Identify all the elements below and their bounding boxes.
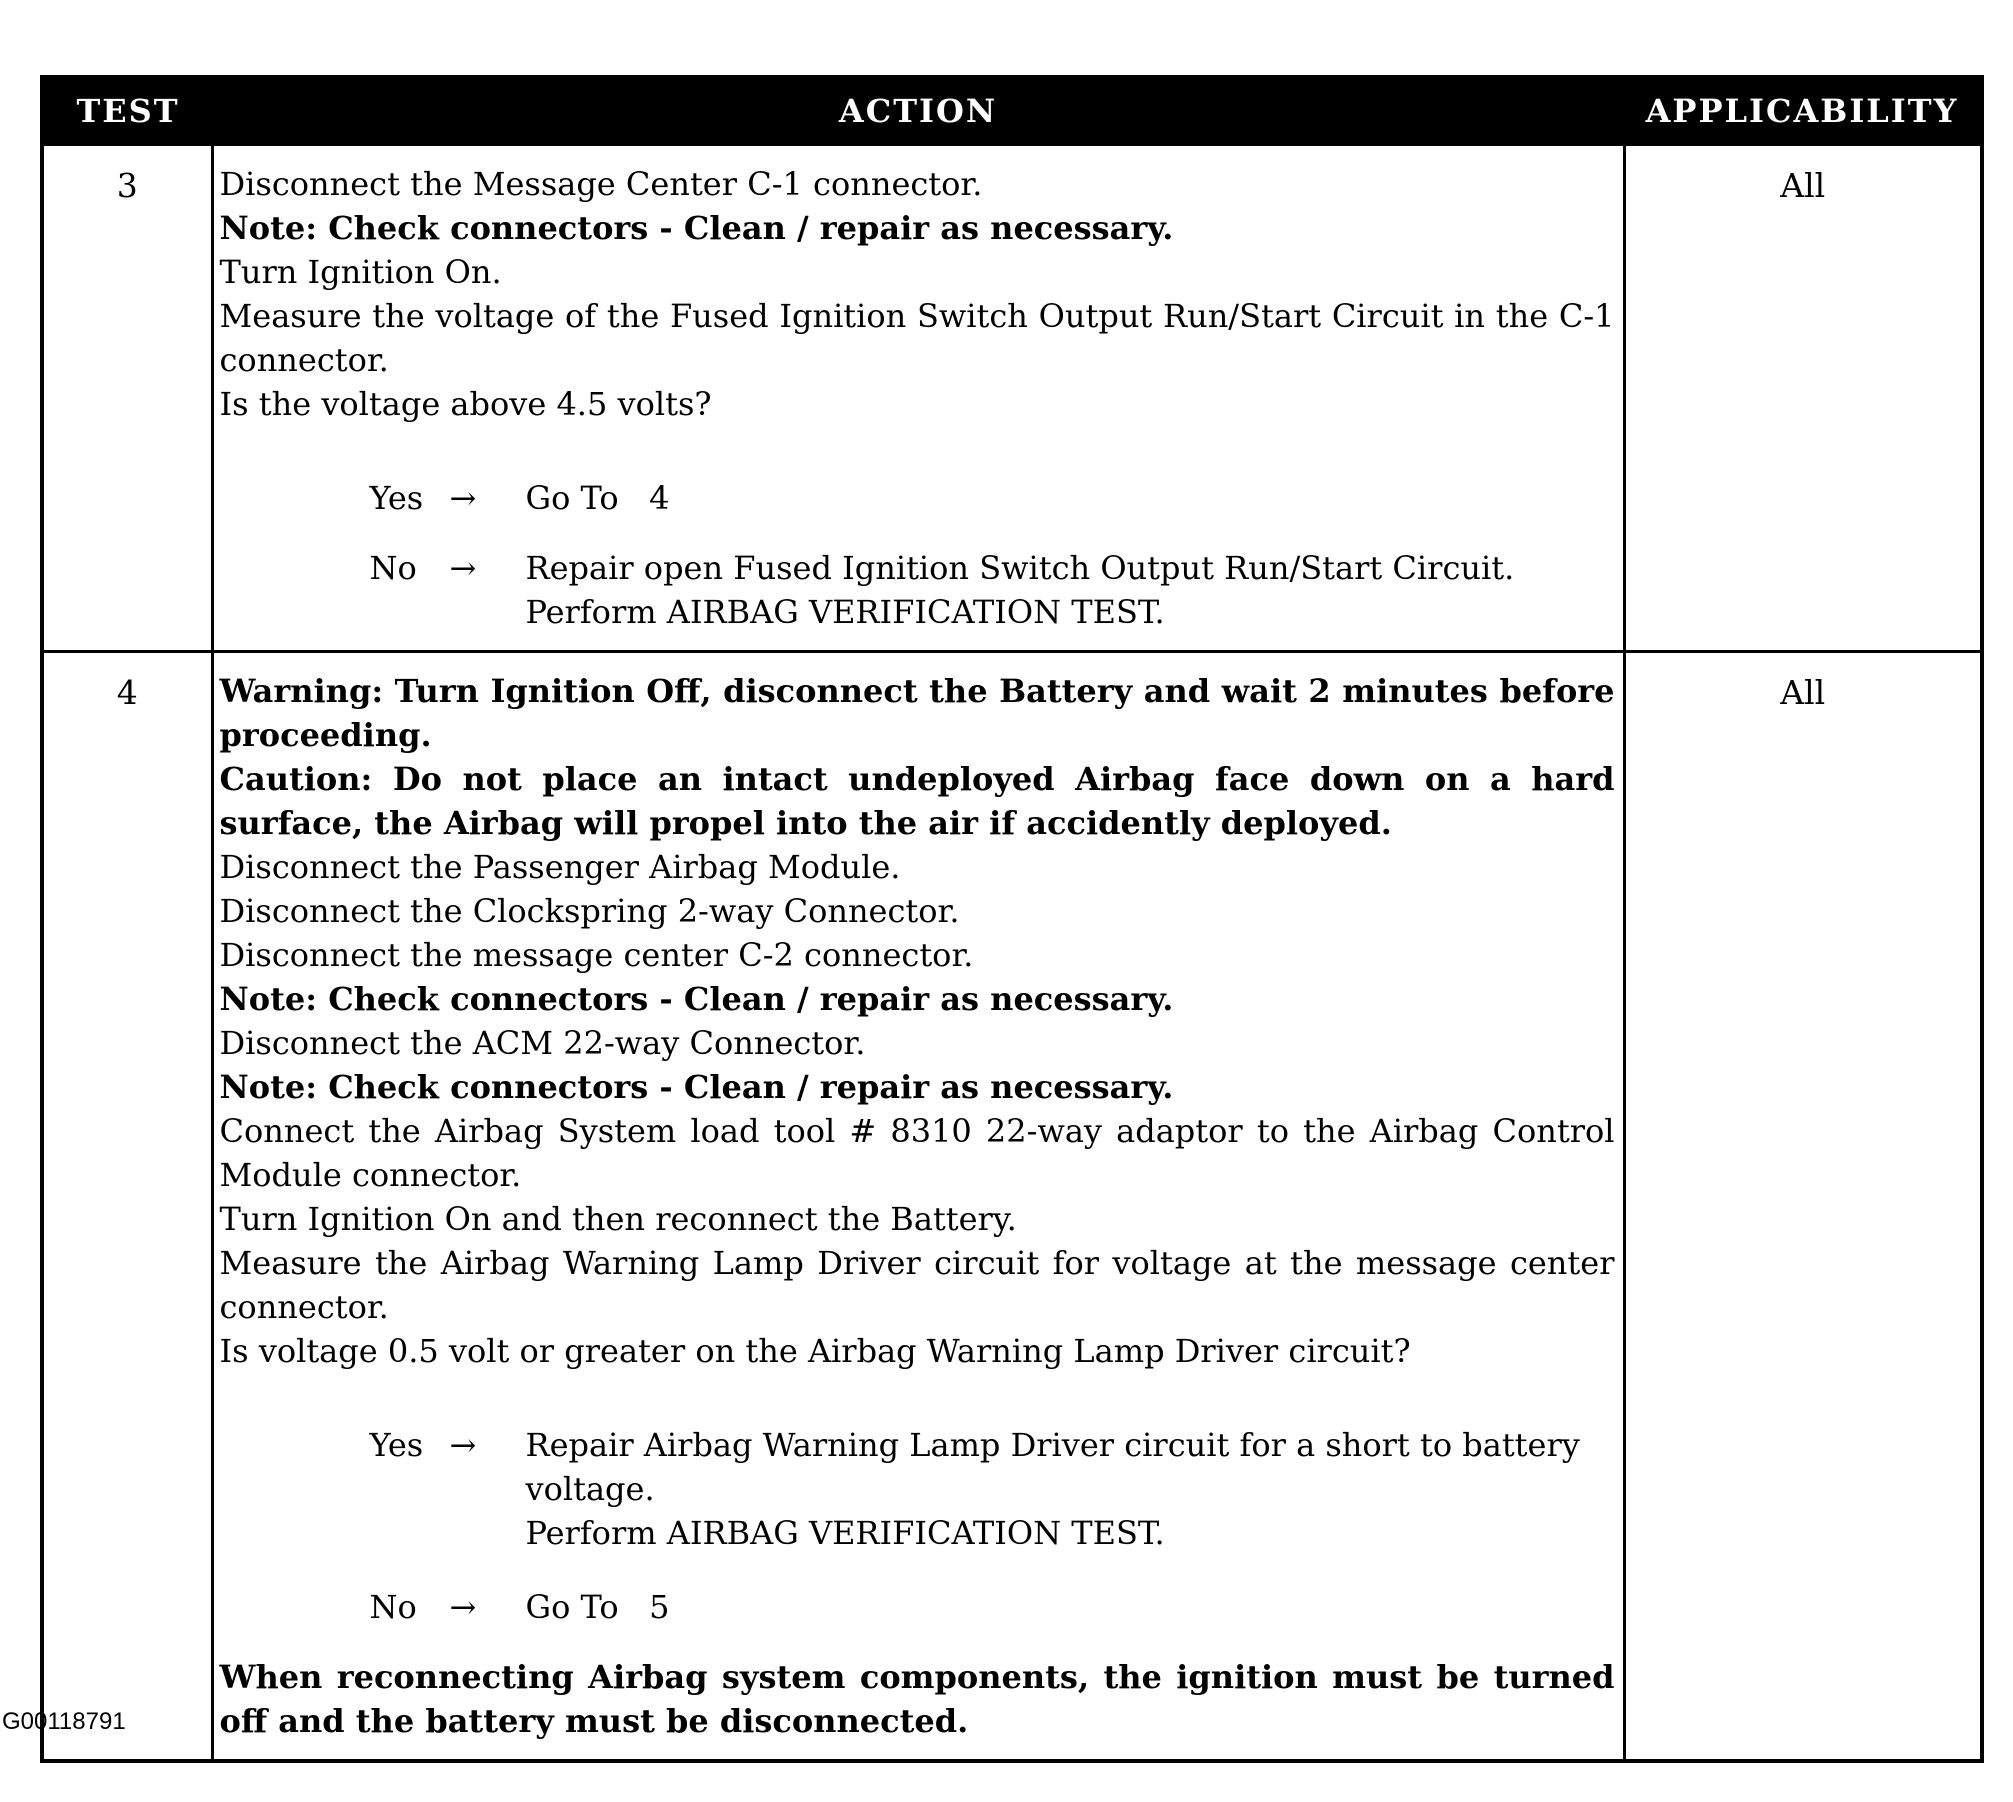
arrow-icon: →: [449, 1588, 477, 1626]
action-line: Measure the Airbag Warning Lamp Driver circuit for voltage at the message center connector.: [219, 1244, 1615, 1326]
figure-id: G00118791: [2, 1708, 126, 1735]
no-action: Repair open Fused Ignition Switch Output Run/Start Circuit.: [525, 549, 1515, 587]
action-cell: [212, 652, 1624, 1762]
arrow-icon: →: [449, 549, 477, 587]
arrow-icon: →: [449, 479, 477, 517]
action-line: Disconnect the ACM 22-way Connector.: [219, 1024, 866, 1062]
no-action-followup: Perform AIRBAG VERIFICATION TEST.: [525, 593, 1165, 631]
action-line: Disconnect the message center C-2 connector.: [219, 936, 974, 974]
yes-action: Repair Airbag Warning Lamp Driver circuit for a short to battery voltage.: [525, 1426, 1580, 1508]
warning-line: Warning: Turn Ignition Off, disconnect the Battery and wait 2 minutes before proceeding.: [219, 672, 1615, 754]
header-row: [42, 77, 1982, 145]
no-branch: [370, 1585, 1615, 1629]
no-label: No: [369, 549, 417, 587]
yes-action-followup: Perform AIRBAG VERIFICATION TEST.: [525, 1514, 1165, 1552]
note-line: Note: Check connectors - Clean / repair as necessary.: [219, 1068, 1174, 1106]
no-branch: [370, 546, 1615, 634]
header-test: TEST: [42, 77, 212, 145]
yes-branch: [370, 1423, 1615, 1555]
action-line: Disconnect the Clockspring 2-way Connector.: [219, 892, 960, 930]
diagnostic-test-table: [40, 75, 1984, 1763]
table-row-test-4: [42, 652, 1982, 1762]
action-line: Connect the Airbag System load tool # 8310 22-way adaptor to the Airbag Control Module connector.: [219, 1112, 1615, 1194]
applicability-cell: All: [1624, 652, 1982, 1762]
final-note: When reconnecting Airbag system components, the ignition must be turned off and the battery must be disconnected.: [219, 1658, 1615, 1740]
question-line: Is voltage 0.5 volt or greater on the Airbag Warning Lamp Driver circuit?: [219, 1332, 1411, 1370]
table-row-test-3: [42, 145, 1982, 652]
yes-branch: [370, 476, 1615, 520]
arrow-icon: →: [449, 1426, 477, 1464]
yes-action: Go To 4: [525, 479, 670, 517]
no-action: Go To 5: [525, 1588, 670, 1626]
no-label: No: [369, 1588, 417, 1626]
action-cell: [212, 145, 1624, 652]
caution-line: Caution: Do not place an intact undeployed Airbag face down on a hard surface, the Airbag will propel into the air if accidently deployed.: [219, 760, 1615, 842]
note-line: Note: Check connectors - Clean / repair as necessary.: [219, 209, 1174, 247]
action-line: Turn Ignition On.: [219, 253, 502, 291]
test-table: [40, 75, 1984, 1763]
header-action: ACTION: [212, 77, 1624, 145]
action-line: Turn Ignition On and then reconnect the Battery.: [219, 1200, 1017, 1238]
yes-label: Yes: [369, 479, 424, 517]
action-line: Disconnect the Passenger Airbag Module.: [219, 848, 901, 886]
action-line: Disconnect the Message Center C-1 connector.: [219, 165, 983, 203]
note-line: Note: Check connectors - Clean / repair as necessary.: [219, 980, 1174, 1018]
applicability-cell: All: [1624, 145, 1982, 652]
test-number: 4: [42, 652, 212, 1762]
action-line: Measure the voltage of the Fused Ignition Switch Output Run/Start Circuit in the C-1 connector.: [219, 297, 1615, 379]
question-line: Is the voltage above 4.5 volts?: [219, 385, 712, 423]
header-applicability: APPLICABILITY: [1624, 77, 1982, 145]
yes-label: Yes: [369, 1426, 424, 1464]
test-number: 3: [42, 145, 212, 652]
